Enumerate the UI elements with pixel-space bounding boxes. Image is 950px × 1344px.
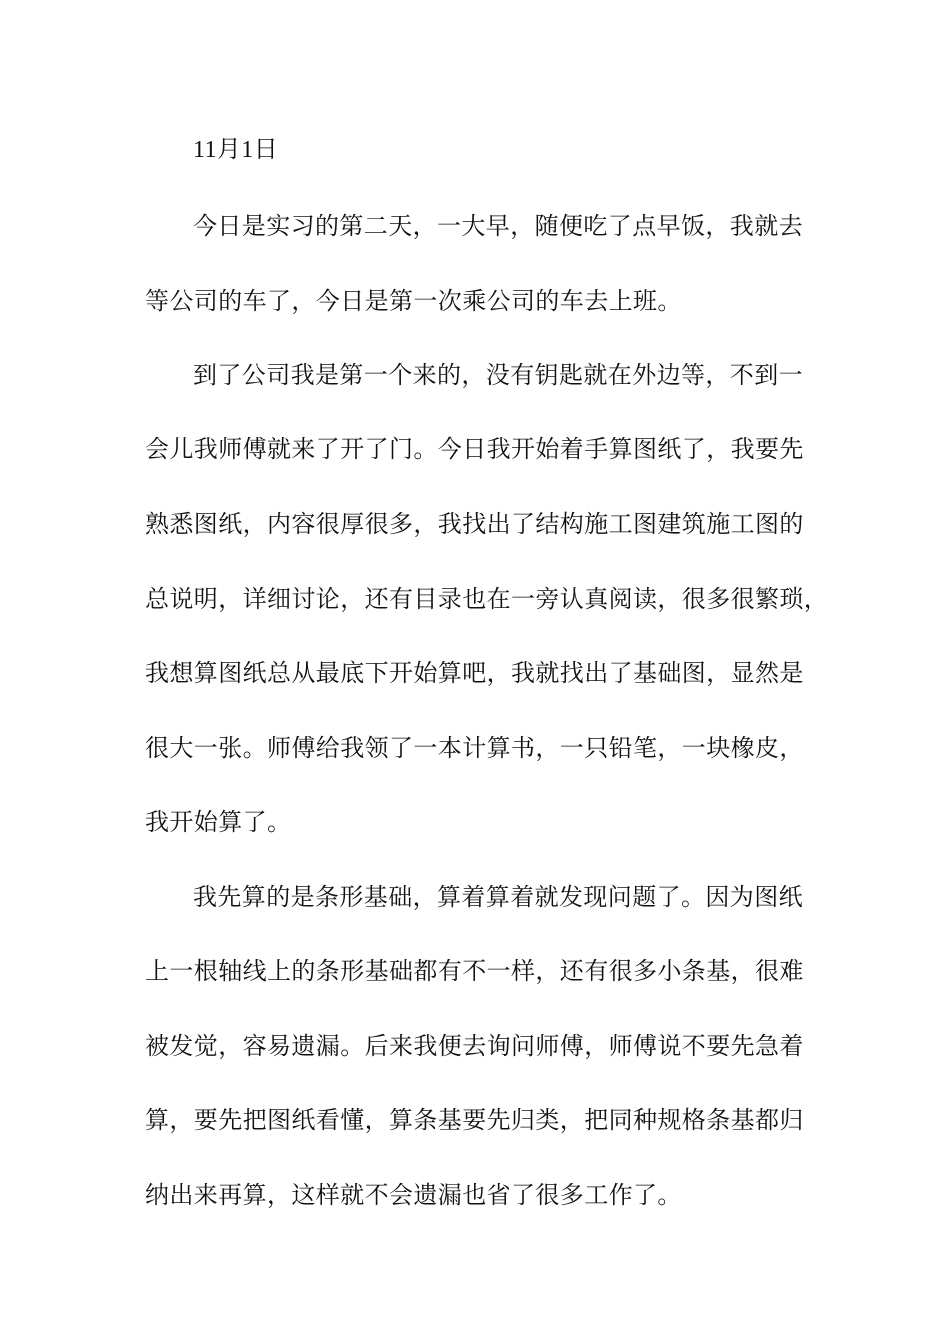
paragraph-line: 纳出来再算，这样就不会遗漏也省了很多工作了。 (145, 1181, 682, 1209)
paragraph-line: 我先算的是条形基础，算着算着就发现问题了。因为图纸 (193, 883, 803, 911)
paragraph-line: 今日是实习的第二天，一大早，随便吃了点早饭，我就去 (193, 212, 803, 240)
paragraph-line: 我开始算了。 (145, 808, 292, 836)
paragraph-line: 总说明，详细讨论，还有目录也在一旁认真阅读，很多很繁琐， (145, 585, 829, 613)
paragraph-line: 算，要先把图纸看懂，算条基要先归类，把同种规格条基都归 (145, 1106, 804, 1134)
paragraph-line: 我想算图纸总从最底下开始算吧，我就找出了基础图，显然是 (145, 659, 804, 687)
paragraph-line: 很大一张。师傅给我领了一本计算书，一只铅笔，一块橡皮， (145, 734, 804, 762)
paragraph-line: 熟悉图纸，内容很厚很多，我找出了结构施工图建筑施工图的 (145, 510, 804, 538)
paragraph-line: 到了公司我是第一个来的，没有钥匙就在外边等，不到一 (193, 361, 803, 389)
paragraph-line: 上一根轴线上的条形基础都有不一样，还有很多小条基，很难 (145, 957, 804, 985)
paragraph-line: 被发觉，容易遗漏。后来我便去询问师傅，师傅说不要先急着 (145, 1032, 804, 1060)
paragraph-line: 等公司的车了，今日是第一次乘公司的车去上班。 (145, 287, 682, 315)
paragraph-line: 会儿我师傅就来了开了门。今日我开始着手算图纸了，我要先 (145, 435, 804, 463)
entry-date: 11月1日 (193, 137, 279, 163)
